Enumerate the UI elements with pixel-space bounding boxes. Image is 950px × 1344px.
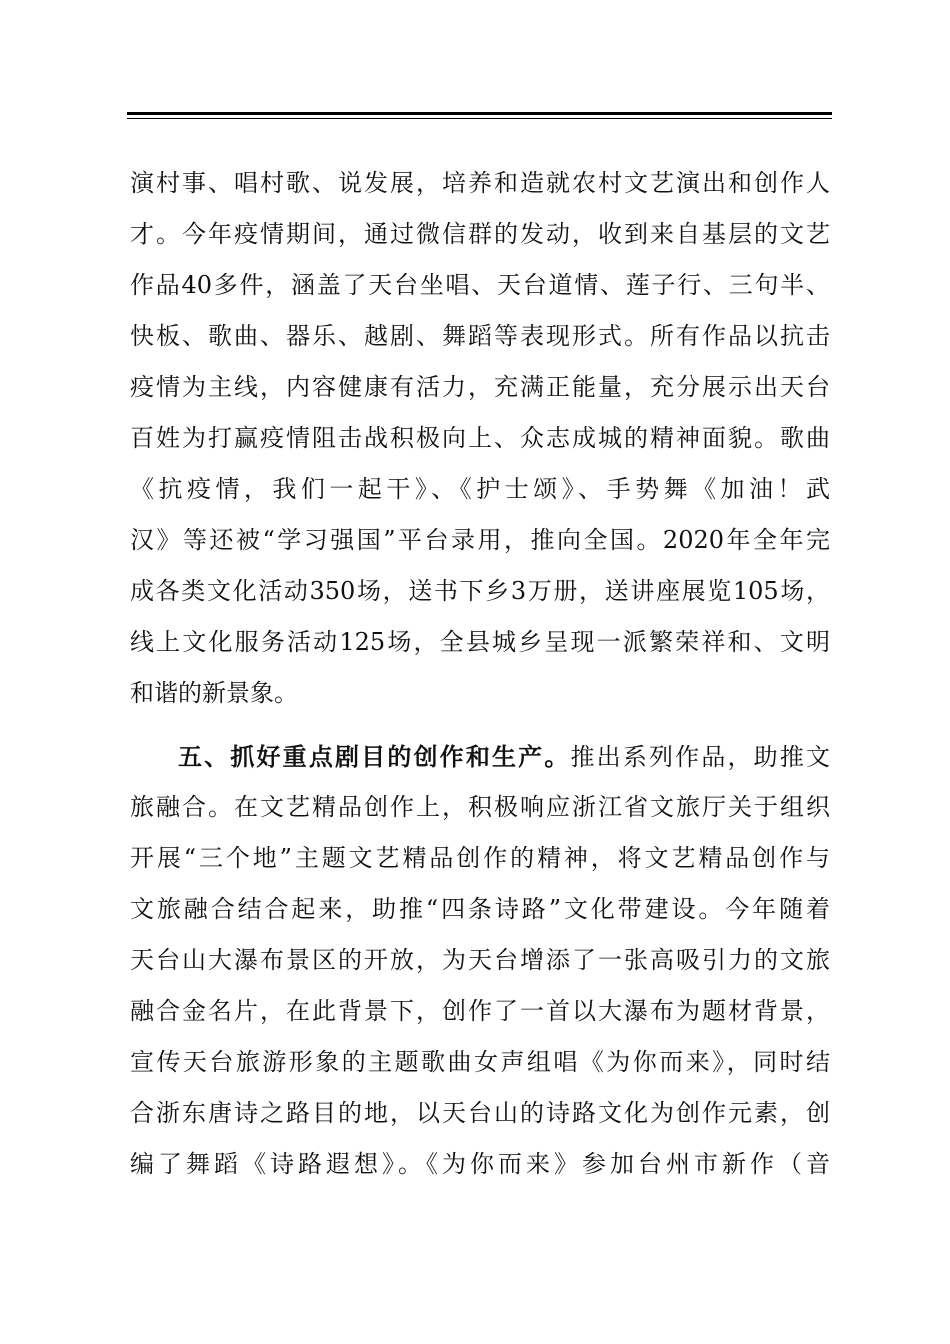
- text-line: 成各类文化活动350场，送书下乡3万册，送讲座展览105场，: [130, 577, 830, 605]
- text-line: 合浙东唐诗之路目的地，以天台山的诗路文化为创作元素，创: [130, 1099, 830, 1127]
- text-line: 编了舞蹈《诗路遐想》。《为你而来》参加台州市新作（音: [130, 1150, 830, 1178]
- text-line: 宣传天台旅游形象的主题歌曲女声组唱《为你而来》，同时结: [130, 1048, 830, 1076]
- paragraph-key-repertoire: [130, 731, 830, 1190]
- text-line: 才。今年疫情期间，通过微信群的发动，收到来自基层的文艺: [130, 220, 830, 248]
- text-line: 文旅融合结合起来，助推“四条诗路”文化带建设。今年随着: [130, 895, 830, 923]
- paragraph-cultural-activities: [130, 158, 830, 719]
- text-line: 快板、歌曲、器乐、越剧、舞蹈等表现形式。所有作品以抗击: [130, 322, 830, 350]
- header-rule-thin: [127, 118, 832, 119]
- text-line: 百姓为打赢疫情阻击战积极向上、众志成城的精神面貌。歌曲: [130, 424, 830, 452]
- text-line: 旅融合。在文艺精品创作上，积极响应浙江省文旅厅关于组织: [130, 793, 830, 821]
- text-line: 疫情为主线，内容健康有活力，充满正能量，充分展示出天台: [130, 373, 830, 401]
- text-line: 融合金名片，在此背景下，创作了一首以大瀑布为题材背景，: [130, 997, 830, 1025]
- paragraph-spacer: [130, 719, 830, 731]
- section-heading-continuation: 推出系列作品，助推文: [570, 743, 830, 771]
- text-line: 《抗疫情，我们一起干》、《护士颂》、手势舞《加油！武: [130, 475, 830, 503]
- text-line-first: [130, 731, 830, 782]
- text-line: 演村事、唱村歌、说发展，培养和造就农村文艺演出和创作人: [130, 169, 830, 197]
- header-rule-thick: [127, 112, 832, 115]
- text-line: 作品40多件，涵盖了天台坐唱、天台道情、莲子行、三句半、: [130, 271, 830, 299]
- document-body: [130, 158, 830, 1190]
- text-line: 和谐的新景象。: [130, 679, 298, 707]
- text-line: 汉》等还被“学习强国”平台录用，推向全国。2020年全年完: [130, 526, 830, 554]
- text-line: 开展“三个地”主题文艺精品创作的精神，将文艺精品创作与: [130, 844, 830, 872]
- section-heading: 五、抓好重点剧目的创作和生产。: [178, 742, 571, 771]
- text-line: 线上文化服务活动125场，全县城乡呈现一派繁荣祥和、文明: [130, 628, 830, 656]
- text-line: 天台山大瀑布景区的开放，为天台增添了一张高吸引力的文旅: [130, 946, 830, 974]
